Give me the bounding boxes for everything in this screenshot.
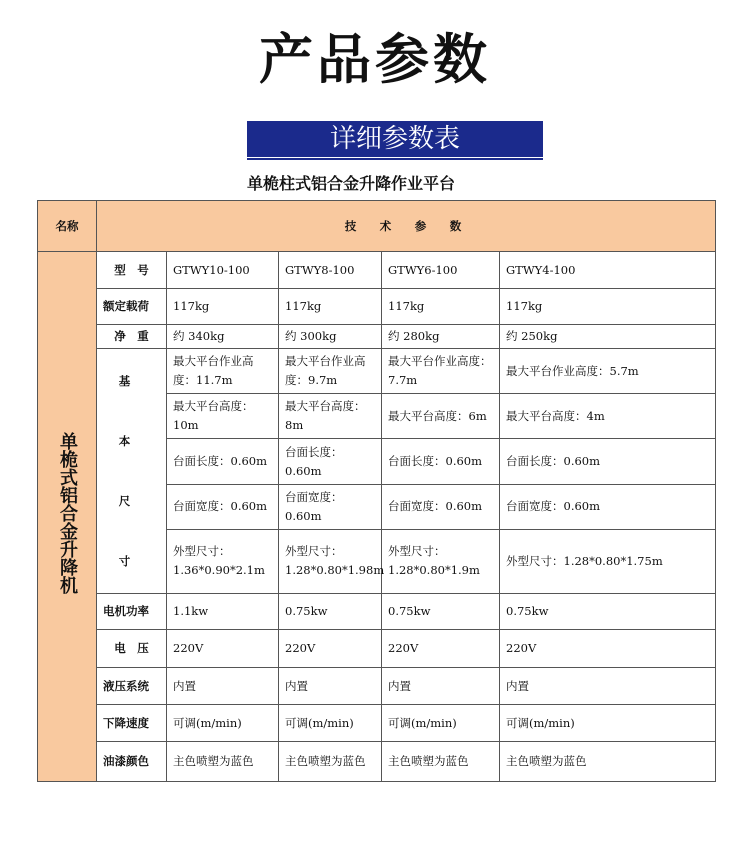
cell-value: 约 250kg	[500, 325, 716, 349]
row-work-height	[38, 349, 716, 394]
cell-value: 内置	[279, 668, 382, 705]
cell-value: 最大平台高度：10m	[167, 394, 279, 439]
cell-value: 内置	[382, 668, 500, 705]
cell-value: 最大平台高度：4m	[500, 394, 716, 439]
cell-value: 外型尺寸：1.28*0.80*1.98m	[279, 529, 382, 593]
header-row	[38, 201, 716, 252]
cell-value: 可调(m/min)	[167, 705, 279, 742]
cell-value: 主色喷塑为蓝色	[279, 742, 382, 782]
cell-value: GTWY4-100	[500, 252, 716, 289]
row-power	[38, 594, 716, 630]
cell-value: 可调(m/min)	[279, 705, 382, 742]
cell-value: 约 300kg	[279, 325, 382, 349]
banner-underline	[247, 158, 543, 160]
cell-value: 主色喷塑为蓝色	[500, 742, 716, 782]
row-model	[38, 252, 716, 289]
spec-table	[37, 200, 716, 782]
cell-value: 主色喷塑为蓝色	[167, 742, 279, 782]
row-label: 额定载荷	[97, 289, 167, 325]
header-name: 名称	[55, 219, 79, 233]
section-banner: 详细参数表	[247, 121, 543, 157]
cell-value: 台面宽度：0.60m	[500, 484, 716, 529]
side-label: 单桅式铝合金升降机	[57, 431, 78, 594]
cell-value: 约 340kg	[167, 325, 279, 349]
cell-value: 0.75kw	[382, 594, 500, 630]
cell-value: 117kg	[279, 289, 382, 325]
row-label: 电 压	[97, 630, 167, 668]
cell-value: 台面宽度：0.60m	[279, 484, 382, 529]
side-label-cell	[38, 252, 97, 782]
cell-value: 220V	[382, 630, 500, 668]
cell-value: 117kg	[382, 289, 500, 325]
page-title: 产品参数	[259, 28, 491, 91]
row-label: 型 号	[97, 252, 167, 289]
row-label: 下降速度	[97, 705, 167, 742]
cell-value: 内置	[167, 668, 279, 705]
cell-value: 主色喷塑为蓝色	[382, 742, 500, 782]
size-group-label-cell	[97, 349, 170, 594]
cell-value: 最大平台高度：6m	[382, 394, 500, 439]
row-hydraulic	[38, 668, 716, 705]
cell-value: 117kg	[167, 289, 279, 325]
row-paint	[38, 742, 716, 782]
cell-value: 可调(m/min)	[500, 705, 716, 742]
cell-value: 外型尺寸：1.28*0.80*1.75m	[500, 529, 716, 593]
cell-value: 0.75kw	[500, 594, 716, 630]
header-name-cell	[38, 201, 97, 252]
row-weight	[38, 325, 716, 349]
row-label: 油漆颜色	[97, 742, 167, 782]
cell-value: 台面长度：0.60m	[279, 439, 382, 484]
cell-value: 220V	[500, 630, 716, 668]
cell-value: 外型尺寸：1.28*0.80*1.9m	[382, 529, 500, 593]
row-descent	[38, 705, 716, 742]
cell-value: 台面长度：0.60m	[167, 439, 279, 484]
cell-value: 220V	[279, 630, 382, 668]
cell-value: 最大平台作业高度：9.7m	[279, 349, 382, 394]
cell-value: GTWY8-100	[279, 252, 382, 289]
header-params: 技 术 参 数	[97, 201, 716, 252]
cell-value: 内置	[500, 668, 716, 705]
cell-value: GTWY10-100	[167, 252, 279, 289]
cell-value: 0.75kw	[279, 594, 382, 630]
cell-value: 117kg	[500, 289, 716, 325]
size-group-label: 基 本 尺 寸	[118, 374, 170, 568]
cell-value: 最大平台作业高度：7.7m	[382, 349, 500, 394]
cell-value: 220V	[167, 630, 279, 668]
cell-value: GTWY6-100	[382, 252, 500, 289]
row-load	[38, 289, 716, 325]
cell-value: 台面宽度：0.60m	[167, 484, 279, 529]
cell-value: 台面长度：0.60m	[500, 439, 716, 484]
product-subtitle: 单桅柱式铝合金升降作业平台	[247, 174, 456, 193]
row-label: 电机功率	[97, 594, 167, 630]
cell-value: 台面宽度：0.60m	[382, 484, 500, 529]
cell-value: 1.1kw	[167, 594, 279, 630]
row-voltage	[38, 630, 716, 668]
cell-value: 可调(m/min)	[382, 705, 500, 742]
row-label: 净 重	[97, 325, 167, 349]
cell-value: 约 280kg	[382, 325, 500, 349]
row-label: 液压系统	[97, 668, 167, 705]
cell-value: 外型尺寸：1.36*0.90*2.1m	[167, 529, 279, 593]
cell-value: 最大平台作业高度：11.7m	[167, 349, 279, 394]
cell-value: 最大平台作业高度：5.7m	[500, 349, 716, 394]
cell-value: 台面长度：0.60m	[382, 439, 500, 484]
cell-value: 最大平台高度：8m	[279, 394, 382, 439]
